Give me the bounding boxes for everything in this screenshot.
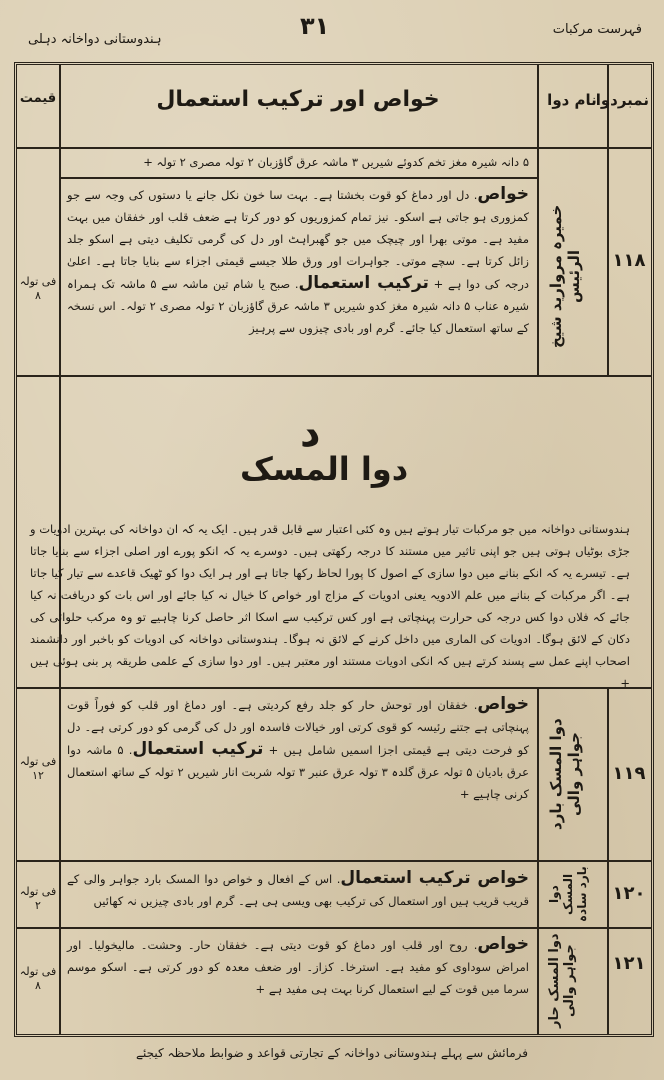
properties-text: خفقان اور توحش حار کو جلد رفع کردیتی ہے۔ اور دماغ اور قلب کو فوراً قوت پہنچاتی ہے جتنے رئیسہ کو قوی کرتی اور خیالات فاسدہ اور دل کی گرمی کو دور کرتی ہے۔ دل کو فرحت دیتی ہے قیمتی اجزا اسمیں شامل ہیں + xyxy=(67,698,530,757)
header-properties: خواص اور ترکیب استعمال xyxy=(156,87,440,112)
properties-label: خواص ترکیب استعمال xyxy=(340,868,529,888)
entry-number: ۱۱۸ xyxy=(612,250,646,271)
entry-text: خواص. روح اور قلب اور دماغ کو قوت دیتی ہے۔ خفقان حار۔ وحشت۔ مالیخولیا۔ اور امراض سوداوی کو مفید ہے۔ استرخا۔ کزاز۔ اور ضعف معدہ کو دور کرتی ہے۔ اسکو موسم سرما میں قوت کے لیے استعمال کرنا بہت ہی مفید ہے + xyxy=(67,934,530,996)
header-row-line xyxy=(17,147,651,149)
section-title: دوا المسک xyxy=(240,450,409,488)
entry-text: خواص. دل اور دماغ کو قوت بخشتا ہے۔ بہت سا خون نکل جانے یا دستوں کی وجہ سے جو کمزوری ہو جاتی ہے اسکو۔ نیز تمام کمزوریوں کو دور کرتا ہے ضعف قلب اور خفقان میں بہت مفید ہے۔ موتی بھرا اور چیچک میں جو گھبراہٹ اور دل کی گرمی تکلیف دیتی ہے اسکو جلد زائل کرتا ہے۔ سچے موتی۔ جواہرات اور ورق طلا جیسے قیمتی اجزاء سے بنایا جاتا ہے۔ اعلیٰ درجہ کی دوا ہے + ترکیب استعمال. صبح یا شام تین ماشہ سے ۵ ماشہ تک ہمراہ شیرہ عناب ۵ دانہ شیرہ مغز کدو شیریں ۳ ماشہ عرق گاؤزبان ۲ تولہ مصری ۲ تولہ۔ اس نسخہ کے ساتھ استعمال کیا جائے۔ گرم اور بادی چیزوں سے پرہیز xyxy=(67,184,530,335)
entry-price: فی تولہ ۲ xyxy=(19,885,57,912)
properties-text: دل اور دماغ کو قوت بخشتا ہے۔ بہت سا خون نکل جانے یا دستوں کی وجہ سے جو کمزوری ہو جاتی ہے اسکو۔ نیز تمام کمزوریوں کو دور کرتا ہے ضعف قلب اور خفقان میں بہت مفید ہے۔ موتی بھرا اور چیچک میں جو گھبراہٹ اور دل کی گرمی تکلیف دیتی ہے اسکو جلد زائل کرتا ہے۔ سچے موتی۔ جواہرات اور ورق طلا جیسے قیمتی اجزاء سے بنایا جاتا ہے۔ اعلیٰ درجہ کی دوا ہے + xyxy=(67,188,530,291)
entry-name: دوا المسک حار جواہر والی xyxy=(547,933,577,1029)
header-left-title: ہندوستانی دواخانہ دہلی xyxy=(28,32,162,47)
entry-text: خواص. خفقان اور توحش حار کو جلد رفع کردیتی ہے۔ اور دماغ اور قلب کو فوراً قوت پہنچاتی ہے جتنے رئیسہ کو قوی کرتی اور خیالات فاسدہ اور دل کی گرمی کو دور کرتی ہے۔ دل کو فرحت دیتی ہے قیمتی اجزا اسمیں شامل ہیں + ترکیب استعمال. ۵ ماشہ دوا عرق بادیان ۵ تولہ عرق گلدہ ۳ تولہ عرق عنبر ۳ تولہ شربت انار شیریں ۲ تولہ کے ساتھ استعمال کرنی چاہیے + xyxy=(67,694,530,801)
number-column-line-top xyxy=(607,65,609,375)
header-price: قیمت xyxy=(19,91,57,106)
entry-number: ۱۲۱ xyxy=(612,953,646,974)
entry-name: خمیرہ مروارید شیخ الرئیس xyxy=(547,204,583,348)
section-intro: ہندوستانی دواخانہ میں جو مرکبات تیار ہوتے ہیں وہ کئی اعتبار سے قابل قدر ہیں۔ ایک یہ کہ ان دواخانہ کی بہترین ادویات و جڑی بوٹیاں ہوتی ہیں جو اپنی تاثیر میں مستند کا درجہ رکھتی ہیں۔ دوسرے یہ کہ انکو پورے اور اصلی اجزاء سے بنایا جاتا ہے۔ تیسرے یہ کہ انکے بنانے میں دوا سازی کے اصول کا پورا لحاظ رکھا جاتا ہے اور ہر ایک دوا کو ٹھیک قاعدے سے تیار کیا جاتا ہے۔ اگر مرکبات کے بنانے میں علم الادویہ یعنی ادویات کے مزاج اور خواص کا خیال نہ کیا جائے اور اس بات کو دریافت نہ کیا جائے کہ فلاں دوا کس درجہ کی حرارت پہنچاتی ہے اور کس ترکیب سے اسکا اثر حاصل کرنا چاہیے تو وہ مرکب حلوائی کی دکان کے لائق ہوگا۔ ادویات کی الماری میں داخل کرنے کے لائق نہ ہوگا۔ ہندوستانی دواخانہ کی ادویات کو باخبر اور دانشمند اصحاب اپنے عمل سے پسند کرتے ہیں کہ انکی ادویات مستند اور معتبر ہیں۔ اور دوا سازی کے علمی طریقہ پر بنی ہوئی ہیں + xyxy=(30,522,630,690)
properties-text: روح اور قلب اور دماغ کو قوت دیتی ہے۔ خفقان حار۔ وحشت۔ مالیخولیا۔ اور امراض سوداوی کو مفید ہے۔ استرخا۔ کزاز۔ اور ضعف معدہ کو دور کرتی ہے۔ اسکو موسم سرما میں قوت کے لیے استعمال کرنا بہت ہی مفید ہے + xyxy=(67,938,529,996)
properties-label: خواص xyxy=(477,694,529,714)
entry-price: فی تولہ ۸ xyxy=(19,965,57,992)
usage-label: ترکیب استعمال xyxy=(132,739,264,759)
entry-number: ۱۲۰ xyxy=(612,883,646,904)
properties-label: خواص xyxy=(477,184,530,204)
entry-119-bottom-line xyxy=(17,860,651,862)
page-number: ۳۱ xyxy=(300,12,330,40)
entry-120-bottom-line xyxy=(17,927,651,929)
properties-text: اس کے افعال و خواص دوا المسک بارد جواہر والی کے قریب قریب ہیں اور استعمال کی ترکیب بھی ویسی ہی ہے۔ گرم اور بادی چیزیں نہ کھائیں xyxy=(67,872,529,908)
top-row-text: ۵ دانہ شیرہ مغز تخم کدوئے شیریں ۳ ماشہ عرق گاؤزبان ۲ تولہ مصری ۲ تولہ + xyxy=(143,155,529,169)
top-row-line xyxy=(59,177,537,179)
header-number: نمبردوا xyxy=(595,91,649,109)
footer-note: فرمائش سے پہلے ہندوستانی دواخانہ کے تجارتی قواعد و ضوابط ملاحظہ کیجئے xyxy=(135,1046,529,1060)
name-column-line-top xyxy=(537,65,539,375)
entry-118-bottom-line xyxy=(17,375,651,377)
entry-price: فی تولہ ۱۲ xyxy=(19,755,57,782)
entry-number: ۱۱۹ xyxy=(612,763,646,784)
entry-name: دوا المسک بارد سادہ xyxy=(547,866,589,922)
header-right-title: فہرست مرکبات xyxy=(552,22,642,37)
entry-price: فی تولہ ۸ xyxy=(19,275,57,302)
properties-label: خواص xyxy=(477,934,530,954)
section-letter: د xyxy=(300,410,321,456)
usage-label: ترکیب استعمال xyxy=(298,273,429,293)
entry-name: دوا المسک بارد جواہر والی xyxy=(547,718,583,830)
usage-text: صبح یا شام تین ماشہ سے ۵ ماشہ تک ہمراہ شیرہ عناب ۵ دانہ شیرہ مغز کدو شیریں ۳ ماشہ عرق گاؤزبان ۲ تولہ مصری ۲ تولہ۔ اس نسخہ کے ساتھ استعمال کیا جائے۔ گرم اور بادی چیزوں سے پرہیز xyxy=(67,277,529,335)
usage-text: ۵ ماشہ دوا عرق بادیان ۵ تولہ عرق گلدہ ۳ تولہ عرق عنبر ۳ تولہ شربت انار شیریں ۲ تولہ کے ساتھ استعمال کرنی چاہیے + xyxy=(67,743,529,801)
entry-text: خواص ترکیب استعمال. اس کے افعال و خواص دوا المسک بارد جواہر والی کے قریب قریب ہیں اور استعمال کی ترکیب بھی ویسی ہی ہے۔ گرم اور بادی چیزیں نہ کھائیں xyxy=(67,868,529,908)
header-name: نام دوا xyxy=(547,91,597,109)
